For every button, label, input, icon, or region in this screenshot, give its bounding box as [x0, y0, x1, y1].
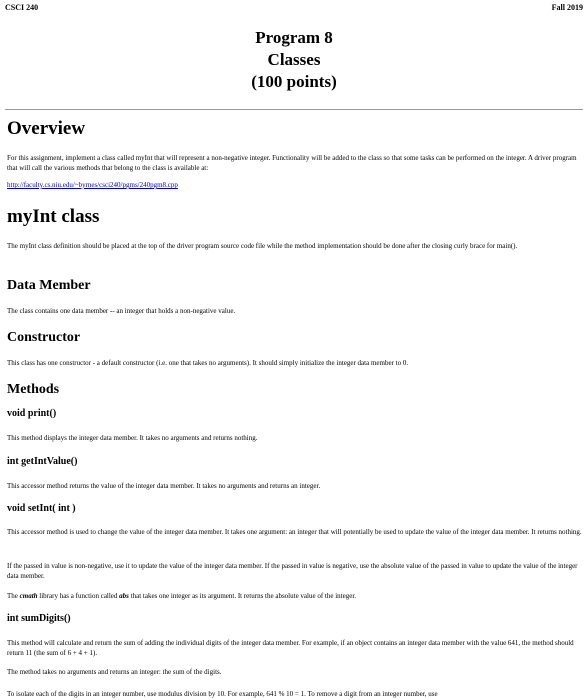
- data-member-text: The class contains one data member -- an integer that holds a non-negative value.: [7, 307, 236, 315]
- title-line-2: Classes: [267, 50, 321, 69]
- constructor-text: This class has one constructor - a default constructor (i.e. one that takes no arguments). It should simply initialize the integer data member to 0.: [7, 359, 409, 367]
- sumdigits-method-text-1: This method will calculate and return the sum of adding the individual digits of the integer data member. For example, if an object contains an integer data member with the value 641, the method should return 11 (the sum of 6 + 4 + 1).: [7, 639, 574, 657]
- sumdigits-method-text-2: The method takes no arguments and returns an integer: the sum of the digits.: [7, 668, 222, 676]
- constructor-heading: Constructor: [7, 330, 81, 345]
- course-code: CSCI 240: [5, 3, 39, 12]
- title-line-3: (100 points): [251, 72, 337, 91]
- getintvalue-method-text: This accessor method returns the value of the integer data member. It takes no arguments and returns an integer.: [7, 482, 321, 490]
- sumdigits-method-text-3: To isolate each of the digits in an integer number, use modulus division by 10. For example, 641 % 10 = 1. To remove a digit from an integer number, use: [7, 690, 438, 698]
- print-method-text: This method displays the integer data member. It takes no arguments and returns nothing.: [7, 434, 258, 442]
- setint-method-text-2: If the passed in value is non-negative, use it to update the value of the integer data member. If the passed in value is negative, use the absolute value of the passed in value to update the value of the integer data member.: [7, 562, 578, 580]
- setint-method-text-3: The cmath library has a function called abs that takes one integer as its argument. It returns the absolute value of the integer.: [7, 592, 357, 600]
- setint-method-heading: void setInt( int ): [7, 503, 76, 514]
- cmath-keyword: cmath: [19, 592, 38, 600]
- overview-heading: Overview: [7, 118, 86, 139]
- getintvalue-method-heading: int getIntValue(): [7, 456, 78, 467]
- myint-heading: myInt class: [7, 206, 100, 227]
- print-method-heading: void print(): [7, 408, 57, 419]
- page-header: [5, 3, 583, 15]
- term: Fall 2019: [551, 3, 583, 12]
- sumdigits-method-heading: int sumDigits(): [7, 613, 71, 624]
- divider: [5, 109, 583, 110]
- myint-text: The myInt class definition should be placed at the top of the driver program source code file while the method implementation should be done after the closing curly brace for main().: [7, 242, 518, 250]
- abs-keyword: abs: [119, 592, 129, 600]
- driver-program-link[interactable]: http://faculty.cs.niu.edu/~byrnes/csci240/pgms/240pgm8.cpp: [7, 181, 178, 189]
- setint-method-text-1: This accessor method is used to change the value of the integer data member. It takes one argument: an integer that will potentially be used to update the value of the integer data member. It returns nothing.: [7, 528, 582, 536]
- data-member-heading: Data Member: [7, 278, 91, 293]
- overview-text: For this assignment, implement a class called myInt that will represent a non-negative integer. Functionality will be added to the class so that some tasks can be performed on the integer. A driver program that will call the various methods that belong to the class is available at:: [7, 154, 577, 172]
- title-line-1: Program 8: [255, 28, 333, 47]
- methods-heading: Methods: [7, 382, 60, 397]
